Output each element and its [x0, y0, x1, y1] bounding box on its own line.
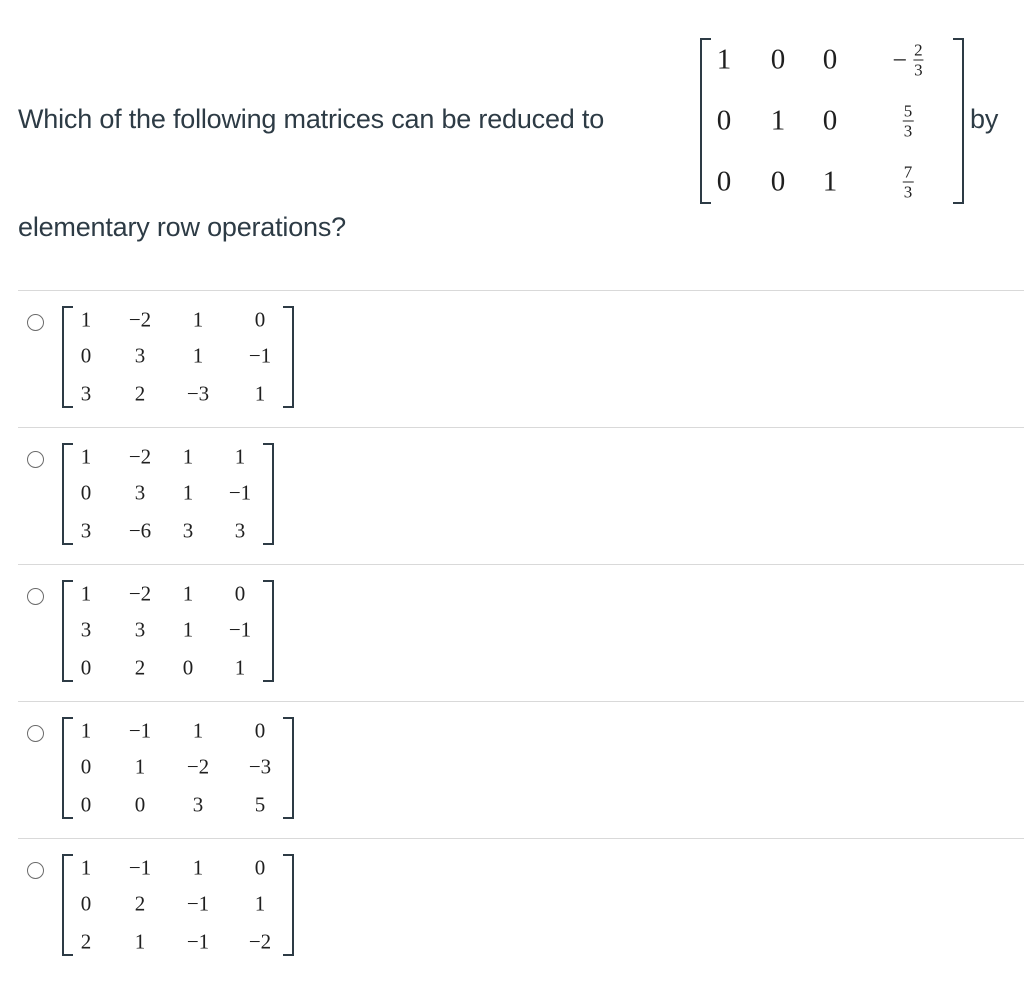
minus-sign: −	[892, 45, 908, 74]
matrix-cell: 1	[80, 444, 92, 469]
left-bracket	[62, 580, 73, 682]
matrix-cell: 0	[254, 718, 266, 743]
fraction	[903, 164, 914, 201]
matrix-cell: 0	[80, 655, 92, 680]
matrix-cell: 3	[80, 381, 92, 406]
matrix-cell: −1	[228, 617, 252, 642]
matrix-cell: 0	[254, 307, 266, 332]
left-bracket	[700, 38, 711, 204]
matrix-cell: 0	[80, 792, 92, 817]
matrix-cell: −3	[186, 381, 210, 406]
matrix-cell: 3	[134, 480, 146, 505]
matrix-cell: 3	[182, 518, 194, 543]
matrix-cell: −2	[128, 307, 152, 332]
matrix-cell: 1	[134, 929, 146, 954]
matrix-cell: 0	[134, 792, 146, 817]
left-bracket	[62, 854, 73, 956]
option-matrix-2	[62, 443, 274, 545]
right-bracket	[953, 38, 964, 204]
target-matrix-cell: 0	[822, 104, 838, 137]
option-divider	[18, 701, 1024, 702]
matrix-cell: 0	[182, 655, 194, 680]
matrix-cell: 1	[80, 855, 92, 880]
matrix-cell: 0	[80, 480, 92, 505]
matrix-cell: −1	[128, 718, 152, 743]
target-matrix-cell: 0	[822, 43, 838, 76]
target-matrix-cell: 0	[770, 165, 786, 198]
matrix-cell: −1	[228, 480, 252, 505]
target-matrix-cell: 0	[716, 104, 732, 137]
fraction	[903, 103, 914, 140]
target-matrix-cell: 1	[716, 43, 732, 76]
target-matrix-cell	[903, 164, 914, 201]
matrix-cell: 3	[192, 792, 204, 817]
matrix-cell: 1	[234, 444, 246, 469]
option-divider	[18, 427, 1024, 428]
fraction	[913, 42, 924, 79]
matrix-cell: 1	[254, 381, 266, 406]
numerator: 2	[914, 40, 923, 60]
option-radio-2[interactable]	[27, 451, 44, 468]
matrix-cell: 2	[80, 929, 92, 954]
matrix-cell: 0	[234, 581, 246, 606]
matrix-cell: 3	[80, 617, 92, 642]
matrix-cell: 0	[80, 891, 92, 916]
matrix-cell: −1	[186, 929, 210, 954]
right-bracket	[283, 306, 294, 408]
option-radio-3[interactable]	[27, 588, 44, 605]
right-bracket	[263, 580, 274, 682]
option-matrix-5	[62, 854, 294, 956]
option-divider	[18, 564, 1024, 565]
option-divider	[18, 290, 1024, 291]
matrix-cell: 1	[192, 855, 204, 880]
matrix-cell: −2	[248, 929, 272, 954]
matrix-cell: 1	[182, 581, 194, 606]
matrix-cell: 2	[134, 655, 146, 680]
denominator: 3	[914, 60, 923, 80]
left-bracket	[62, 443, 73, 545]
matrix-cell: 0	[254, 855, 266, 880]
right-bracket	[263, 443, 274, 545]
target-matrix	[700, 38, 964, 204]
matrix-cell: 1	[134, 754, 146, 779]
target-matrix-cell: 1	[822, 165, 838, 198]
matrix-cell: 1	[234, 655, 246, 680]
matrix-cell: 3	[80, 518, 92, 543]
target-matrix-cell: 1	[770, 104, 786, 137]
matrix-cell: −2	[186, 754, 210, 779]
option-radio-1[interactable]	[27, 314, 44, 331]
matrix-cell: 1	[192, 718, 204, 743]
matrix-cell: 5	[254, 792, 266, 817]
denominator: 3	[903, 182, 913, 202]
matrix-cell: −1	[248, 343, 272, 368]
target-matrix-cell	[892, 42, 923, 79]
option-matrix-1	[62, 306, 294, 408]
matrix-cell: 1	[80, 307, 92, 332]
matrix-cell: 3	[134, 617, 146, 642]
option-matrix-4	[62, 717, 294, 819]
matrix-cell: −1	[186, 891, 210, 916]
matrix-cell: −6	[128, 518, 152, 543]
matrix-cell: 1	[182, 617, 194, 642]
matrix-cell: −3	[248, 754, 272, 779]
matrix-cell: 1	[80, 718, 92, 743]
left-bracket	[62, 717, 73, 819]
left-bracket	[62, 306, 73, 408]
matrix-cell: 1	[182, 480, 194, 505]
matrix-cell: 1	[192, 343, 204, 368]
matrix-cell: 0	[80, 343, 92, 368]
matrix-cell: 1	[254, 891, 266, 916]
matrix-cell: −2	[128, 581, 152, 606]
matrix-cell: 1	[182, 444, 194, 469]
numerator: 5	[903, 101, 913, 121]
matrix-cell: 1	[192, 307, 204, 332]
matrix-cell: 0	[80, 754, 92, 779]
target-matrix-cell: 0	[770, 43, 786, 76]
option-divider	[18, 838, 1024, 839]
option-matrix-3	[62, 580, 274, 682]
matrix-cell: −1	[128, 855, 152, 880]
matrix-cell: −2	[128, 444, 152, 469]
matrix-cell: 1	[80, 581, 92, 606]
option-radio-5[interactable]	[27, 862, 44, 879]
right-bracket	[283, 717, 294, 819]
right-bracket	[283, 854, 294, 956]
question-text-line1: Which of the following matrices can be reduced to	[18, 104, 605, 134]
matrix-cell: 3	[134, 343, 146, 368]
target-matrix-cell: 0	[716, 165, 732, 198]
question-text-by: by	[970, 104, 999, 134]
matrix-cell: 2	[134, 381, 146, 406]
matrix-cell: 3	[234, 518, 246, 543]
denominator: 3	[903, 121, 913, 141]
numerator: 7	[903, 162, 913, 182]
matrix-cell: 2	[134, 891, 146, 916]
question-text-line2: elementary row operations?	[18, 212, 346, 242]
option-radio-4[interactable]	[27, 725, 44, 742]
target-matrix-cell	[903, 103, 914, 140]
